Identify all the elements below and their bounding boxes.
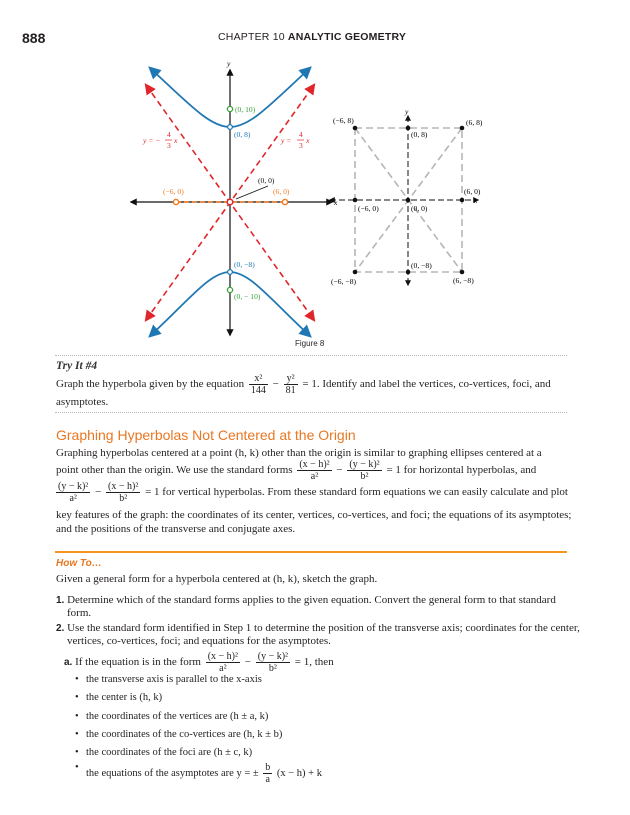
vertex-bottom-point (228, 270, 233, 275)
tryit-frac1-den: 144 (250, 385, 266, 396)
label-top-left: (−6, 8) (333, 116, 354, 125)
label-vertex-top: (0, 8) (234, 130, 251, 139)
substep-a-frac1 (206, 651, 240, 674)
tryit-title: Try It #4 (56, 360, 98, 372)
label-focus-left: (−6, 0) (163, 187, 184, 196)
label-bottom-left: (−6, −8) (331, 277, 357, 286)
asymptote-label-right (280, 130, 310, 150)
p2-f1-num: (x − h)² (299, 459, 330, 470)
tryit-line-2: asymptotes. (56, 396, 109, 408)
tryit-top-rule (55, 355, 567, 356)
howto-title: How To… (56, 558, 102, 569)
asym-right-den: 3 (299, 141, 303, 150)
point-right-mid (460, 198, 465, 203)
point-bottom-mid (406, 270, 411, 275)
p2-f2-num: (y − k)² (349, 459, 380, 470)
tryit-frac2-den: 81 (285, 385, 296, 396)
tryit-bottom-rule (55, 412, 567, 413)
asymptote-label-left (142, 130, 178, 150)
section-para-line-1: Graphing hyperbolas centered at a point (h, k) other than the origin is similar to graphing ellipses centered at a (56, 447, 542, 459)
section-para-line-4: key features of the graph: the coordinates of its center, vertices, co-vertices, and foci; the equations of its asymptotes; (56, 509, 572, 521)
label-focus-right: (6, 0) (273, 187, 290, 196)
tryit-frac1-num: x² (249, 373, 268, 385)
howto-step-1 (56, 593, 556, 608)
point-bottom-left (353, 270, 358, 275)
point-top-left (353, 126, 358, 131)
substep-a-after: = 1, then (294, 656, 334, 669)
asym-left-var: x (174, 136, 178, 145)
label-top-mid: (0, 8) (411, 130, 428, 139)
point-top-mid (406, 126, 411, 131)
tryit-text-before: Graph the hyperbola given by the equation (56, 378, 245, 391)
vertex-top-point (228, 125, 233, 130)
label-bottom-right: (6, −8) (453, 276, 474, 285)
bullet6-den: a (265, 774, 270, 785)
sa-f2-num: (y − k)² (257, 651, 289, 662)
step-1-line-2: form. (67, 607, 92, 619)
bullet-item: • the transverse axis is parallel to the x-axis (86, 674, 262, 685)
p3-f1-den: a² (69, 493, 77, 504)
asym-left-num: 4 (167, 130, 171, 139)
bullet6-before: the equations of the asymptotes are y = ± (86, 767, 259, 779)
bullet-item: • the coordinates of the vertices are (h ± a, k) (86, 711, 268, 722)
p3-f2-num: (x − h)² (108, 481, 139, 492)
y-axis-label-right: y (405, 107, 409, 116)
label-right-mid: (6, 0) (464, 187, 481, 196)
x-axis-label-left: x (334, 198, 338, 207)
label-left-mid: (−6, 0) (358, 204, 379, 213)
bullet6-after: (x − h) + k (276, 767, 322, 779)
x-axis-label-right: x (474, 196, 478, 205)
step-1-number: 1. (56, 595, 65, 606)
p2-f2-den: b² (360, 471, 369, 482)
p3-frac1 (56, 481, 90, 504)
focus-bottom-point (227, 287, 232, 292)
point-left-mid (353, 198, 358, 203)
section-para-line-2 (56, 459, 536, 482)
asym-right-num: 4 (299, 130, 303, 139)
p2-minus: − (336, 464, 343, 477)
asym-right-var: x (306, 136, 310, 145)
step-2-line-2: vertices, co-vertices, foci; and equations for the asymptotes. (67, 635, 331, 647)
p2-f1-den: a² (310, 471, 319, 482)
p2-frac2 (347, 459, 381, 482)
label-focus-bottom: (0, − 10) (234, 292, 261, 301)
focus-top-point (227, 106, 232, 111)
bullet-item-asymptotes (86, 762, 322, 785)
tryit-text-after: = 1. Identify and label the vertices, co-vertices, foci, and (302, 378, 551, 391)
p2-after: = 1 for horizontal hyperbolas, and (386, 464, 537, 477)
howto-bar (55, 551, 567, 553)
section-para-line-5: and the positions of the transverse and conjugate axes. (56, 523, 296, 535)
label-origin: (0, 0) (411, 204, 428, 213)
sa-f1-num: (x − h)² (207, 651, 239, 662)
p2-before: point other than the origin. We use the standard forms (56, 464, 293, 477)
asym-right-lhs: y = (281, 136, 292, 145)
y-axis-label-left: y (227, 59, 231, 68)
p3-frac2 (106, 481, 140, 504)
p3-f1-num: (y − k)² (58, 481, 89, 492)
chapter-title: ANALYTIC GEOMETRY (287, 31, 407, 43)
point-origin (406, 198, 411, 203)
center-point (227, 199, 233, 205)
bullet6-frac (263, 762, 272, 785)
asym-left-den: 3 (167, 141, 171, 150)
sa-f1-den: a² (219, 663, 227, 674)
substep-a-minus: − (244, 656, 251, 669)
step-2-text: Use the standard form identified in Step 1 to determine the position of the transverse axis; coordinates for the center, (67, 622, 580, 634)
substep-a (64, 651, 334, 674)
point-bottom-right (460, 270, 465, 275)
bullet-item: • the coordinates of the co-vertices are (h, k ± b) (86, 729, 282, 740)
substep-a-before: If the equation is in the form (75, 656, 201, 669)
p3-minus: − (95, 486, 102, 499)
focus-right-point (282, 199, 287, 204)
step-1-text: Determine which of the standard forms applies to the given equation. Convert the general form to that standard (67, 594, 556, 606)
figure-caption: Figure 8 (295, 339, 325, 348)
section-para-line-3 (56, 481, 568, 504)
p2-frac1 (297, 459, 331, 482)
focus-left-point (173, 199, 178, 204)
substep-a-label: a. (64, 657, 73, 669)
tryit-fraction-x (249, 373, 268, 396)
label-top-right: (6, 8) (466, 118, 483, 127)
bullet6-num: b (265, 762, 271, 773)
figure-8 (0, 0, 630, 360)
howto-intro: Given a general form for a hyperbola centered at (h, k), sketch the graph. (56, 573, 378, 585)
tryit-minus: − (272, 378, 279, 391)
bullet-item: • the center is (h, k) (86, 692, 162, 703)
tryit-fraction-y (284, 373, 298, 396)
tryit-frac2-num: y² (284, 373, 298, 385)
section-heading: Graphing Hyperbolas Not Centered at the Origin (56, 427, 356, 443)
left-graph (131, 59, 338, 336)
right-graph (330, 107, 483, 286)
substep-a-frac2 (256, 651, 290, 674)
asym-left-lhs: y = − (143, 136, 161, 145)
p3-f2-den: b² (119, 493, 128, 504)
label-vertex-bottom: (0, −8) (234, 260, 255, 269)
point-top-right (460, 126, 465, 131)
page-number: 888 (22, 30, 46, 46)
p3-after: = 1 for vertical hyperbolas. From these standard form equations we can easily calculate and plot (145, 486, 568, 499)
step-2-number: 2. (56, 623, 65, 634)
label-center: (0, 0) (258, 176, 275, 185)
chapter-number: CHAPTER 10 (218, 31, 285, 43)
label-bottom-mid: (0, −8) (411, 261, 432, 270)
tryit-line-1 (56, 373, 551, 396)
bullet-item: • the coordinates of the foci are (h ± c, k) (86, 747, 252, 758)
sa-f2-den: b² (268, 663, 277, 674)
label-focus-top: (0, 10) (235, 105, 256, 114)
